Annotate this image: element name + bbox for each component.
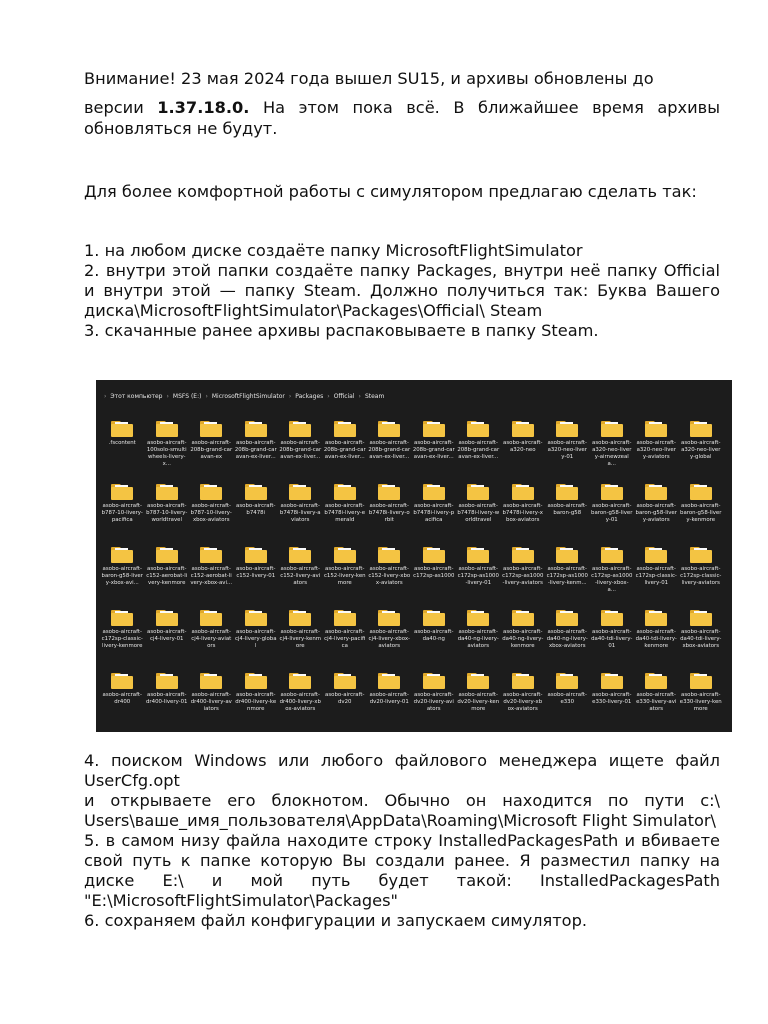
- folder-name: asobo-aircraft-da40-ng: [414, 629, 454, 642]
- folder-name: asobo-aircraft-cj4-livery-global: [234, 629, 277, 649]
- folder-icon: [156, 484, 178, 500]
- step-4-path: и открываете его блокнотом. Обычно он находится по пути c:\ Users\ваше_имя_пользователя\AppData\Roaming\Microsoft Flight Simulator\: [84, 791, 720, 830]
- folder-name: asobo-aircraft-c172sp-as1000-livery-aviators: [502, 566, 544, 586]
- folder-name: asobo-aircraft-dv20: [325, 692, 365, 705]
- folder-item[interactable]: [234, 668, 279, 731]
- folder-icon: [334, 673, 356, 689]
- folder-item[interactable]: [234, 479, 279, 542]
- step-5: 5. в самом низу файла находите строку InstalledPackagesPath и вбиваете свой путь к папке которую Вы создали ранее. Я разместил папку на диске E:\ и мой путь будет такой: InstalledPackagesPath "E:\MicrosoftFlightSimulator\Packages": [84, 831, 720, 910]
- folder-name: asobo-aircraft-c172sp-as1000-livery-kenm...: [546, 566, 588, 586]
- folder-icon: [556, 547, 578, 563]
- step-1: 1. на любом диске создаёте папку MicrosoftFlightSimulator: [84, 241, 583, 260]
- folder-item[interactable]: [278, 479, 323, 542]
- folder-name: asobo-aircraft-b787-10-livery-pacifica: [101, 503, 143, 523]
- folder-item[interactable]: [679, 542, 724, 605]
- folder-item[interactable]: [679, 479, 724, 542]
- folder-icon: [601, 547, 623, 563]
- folder-icon: [601, 421, 623, 437]
- folder-icon: [467, 673, 489, 689]
- folder-item[interactable]: [590, 416, 635, 479]
- folder-name: asobo-aircraft-e330-livery-01: [592, 692, 632, 705]
- folder-item[interactable]: [679, 668, 724, 731]
- chevron-right-icon: ›: [104, 392, 107, 400]
- folder-name: asobo-aircraft-b7478i-livery-worldtravel: [457, 503, 500, 523]
- folder-icon: [334, 484, 356, 500]
- folder-icon: [512, 610, 534, 626]
- folder-icon: [423, 610, 445, 626]
- folder-icon: [156, 610, 178, 626]
- folder-icon: [200, 610, 222, 626]
- folder-name: asobo-aircraft-c172sp-as1000: [413, 566, 455, 579]
- folder-item[interactable]: [189, 416, 234, 479]
- folder-item[interactable]: [456, 668, 501, 731]
- folder-icon: [289, 610, 311, 626]
- folder-item[interactable]: [145, 416, 190, 479]
- step-3: 3. скачанные ранее архивы распаковываете в папку Steam.: [84, 321, 599, 340]
- folder-name: asobo-aircraft-e330-livery-aviators: [636, 692, 677, 712]
- folder-icon: [512, 484, 534, 500]
- folder-icon: [289, 421, 311, 437]
- folder-name: asobo-aircraft-208b-grand-caravan-ex-liver...: [412, 440, 455, 460]
- folder-name: asobo-aircraft-dv20-livery-aviators: [413, 692, 454, 712]
- folder-icon: [200, 673, 222, 689]
- folder-icon: [423, 421, 445, 437]
- folder-icon: [645, 421, 667, 437]
- folder-name: asobo-aircraft-e330: [547, 692, 587, 705]
- folder-item[interactable]: [367, 668, 412, 731]
- folder-item[interactable]: [278, 542, 323, 605]
- folder-item[interactable]: [456, 542, 501, 605]
- folder-item[interactable]: [278, 605, 323, 668]
- folder-icon: [200, 484, 222, 500]
- folder-item[interactable]: [456, 605, 501, 668]
- folder-item[interactable]: [501, 542, 546, 605]
- breadcrumb-item[interactable]: MicrosoftFlightSimulator: [211, 392, 285, 400]
- folder-icon: [690, 421, 712, 437]
- folder-icon: [289, 673, 311, 689]
- folder-icon: [423, 673, 445, 689]
- folder-icon: [289, 547, 311, 563]
- folder-item[interactable]: [367, 605, 412, 668]
- folder-icon: [512, 547, 534, 563]
- step-4: 4. поиском Windows или любого файлового менеджера ищете файл UserCfg.opt: [84, 751, 720, 790]
- folder-icon: [378, 673, 400, 689]
- folder-name: asobo-aircraft-da40-ng-livery-kenmore: [502, 629, 544, 649]
- folder-name: asobo-aircraft-c152-livery-01: [236, 566, 276, 579]
- chevron-right-icon: ›: [205, 392, 208, 400]
- folder-item[interactable]: [590, 479, 635, 542]
- folder-item[interactable]: [634, 542, 679, 605]
- folder-item[interactable]: [412, 542, 457, 605]
- chevron-right-icon: ›: [358, 392, 361, 400]
- folder-name: asobo-aircraft-dv20-livery-kenmore: [457, 692, 500, 712]
- folder-name: asobo-aircraft-208b-grand-caravan-ex-liver...: [234, 440, 277, 460]
- folder-icon: [245, 421, 267, 437]
- folder-icon: [378, 484, 400, 500]
- folder-icon: [245, 673, 267, 689]
- folder-icon: [512, 673, 534, 689]
- folder-icon: [156, 547, 178, 563]
- folder-item[interactable]: [412, 479, 457, 542]
- folder-item[interactable]: [367, 542, 412, 605]
- folder-name: asobo-aircraft-cj4-livery-xbox-aviators: [368, 629, 410, 649]
- version-suffix: На этом пока всё. В ближайшее время архивы обновляться не будут.: [84, 98, 720, 138]
- folder-icon: [423, 484, 445, 500]
- folder-name: asobo-aircraft-baron-g58: [547, 503, 587, 516]
- folder-name: asobo-aircraft-208b-grand-caravan-ex-liver...: [457, 440, 500, 460]
- folder-name: asobo-aircraft-da40-tdi-livery-xbox-aviators: [680, 629, 722, 649]
- folder-item[interactable]: [278, 416, 323, 479]
- folder-item[interactable]: [100, 605, 145, 668]
- folder-icon: [334, 547, 356, 563]
- version-number: 1.37.18.0.: [157, 98, 250, 117]
- folder-item[interactable]: [323, 605, 368, 668]
- folder-icon: [601, 610, 623, 626]
- chevron-right-icon: ›: [288, 392, 292, 400]
- folder-item[interactable]: [145, 479, 190, 542]
- folder-item[interactable]: [189, 605, 234, 668]
- folder-item[interactable]: [234, 605, 279, 668]
- folder-icon: [467, 610, 489, 626]
- folder-item[interactable]: [545, 668, 590, 731]
- folder-item[interactable]: [278, 668, 323, 731]
- folder-icon: [601, 673, 623, 689]
- folder-name: asobo-aircraft-b7478i-livery-orbit: [368, 503, 410, 523]
- folder-item[interactable]: [100, 731, 145, 732]
- folder-icon: [245, 610, 267, 626]
- folder-name: asobo-aircraft-a320-neo-livery-airnewzeala...: [592, 440, 632, 467]
- folder-icon: [645, 484, 667, 500]
- folder-name: asobo-aircraft-a320-neo: [503, 440, 543, 453]
- folder-name: asobo-aircraft-baron-g58-livery-01: [591, 503, 633, 523]
- folder-icon: [467, 421, 489, 437]
- folder-name: asobo-aircraft-208b-grand-caravan-ex: [190, 440, 233, 460]
- folder-name: asobo-aircraft-cj4-livery-01: [147, 629, 187, 642]
- update-notice: [84, 68, 720, 139]
- folder-item[interactable]: [634, 605, 679, 668]
- folder-item[interactable]: [323, 416, 368, 479]
- folder-name: asobo-aircraft-dr400: [102, 692, 142, 705]
- folder-name: .fscontent: [108, 440, 136, 446]
- folder-item[interactable]: [634, 416, 679, 479]
- folder-icon: [467, 547, 489, 563]
- folder-name: asobo-aircraft-208b-grand-caravan-ex-liver...: [323, 440, 366, 460]
- folder-item[interactable]: [679, 605, 724, 668]
- folder-name: asobo-aircraft-cj4-livery-kenmore: [279, 629, 321, 649]
- folder-name: asobo-aircraft-b7478i-livery-pacifica: [413, 503, 455, 523]
- steps-bottom: [84, 751, 720, 931]
- folder-name: asobo-aircraft-e330-livery-kenmore: [679, 692, 722, 712]
- folder-icon: [111, 547, 133, 563]
- folder-name: asobo-aircraft-baron-g58-livery-xbox-avi...: [101, 566, 143, 586]
- folder-name: asobo-aircraft-a320-neo-livery-global: [681, 440, 721, 460]
- folder-icon: [645, 547, 667, 563]
- folder-name: asobo-aircraft-c172sp-as1000-livery-xbox-a...: [591, 566, 633, 593]
- folder-icon: [645, 673, 667, 689]
- folder-icon: [423, 547, 445, 563]
- folder-icon: [690, 484, 712, 500]
- folder-name: asobo-aircraft-c152-aerobat-livery-xbox-avi...: [190, 566, 233, 586]
- folder-name: asobo-aircraft-208b-grand-caravan-ex-liver...: [368, 440, 411, 460]
- folder-name: asobo-aircraft-b7478i-livery-emerald: [324, 503, 366, 523]
- folder-icon: [111, 484, 133, 500]
- folder-name: asobo-aircraft-baron-g58-livery-kenmore: [680, 503, 722, 523]
- folder-icon: [245, 484, 267, 500]
- folder-icon: [556, 673, 578, 689]
- folder-name: asobo-aircraft-c152-aerobat-livery-kenmore: [146, 566, 188, 586]
- version-prefix: версии: [84, 98, 158, 117]
- folder-name: asobo-aircraft-da40-tdi-livery-kenmore: [635, 629, 677, 649]
- folder-name: asobo-aircraft-a320-neo-livery-01: [547, 440, 587, 460]
- folder-item[interactable]: [501, 479, 546, 542]
- folder-item[interactable]: [234, 542, 279, 605]
- folder-icon: [556, 484, 578, 500]
- folder-icon: [111, 673, 133, 689]
- folder-item[interactable]: [323, 668, 368, 731]
- folder-name: asobo-aircraft-cj4-livery-aviators: [191, 629, 232, 649]
- folder-item[interactable]: [545, 542, 590, 605]
- folder-name: asobo-aircraft-dr400-livery-xbox-aviators: [279, 692, 321, 712]
- folder-icon: [690, 610, 712, 626]
- folder-name: asobo-aircraft-dv20-livery-xbox-aviators: [503, 692, 543, 712]
- folder-name: asobo-aircraft-c152-livery-xbox-aviators: [368, 566, 411, 586]
- folder-icon: [645, 610, 667, 626]
- intro-paragraph: [84, 182, 720, 202]
- folder-name: asobo-aircraft-dr400-livery-aviators: [190, 692, 232, 712]
- folder-name: asobo-aircraft-c172sp-classic-livery-aviators: [680, 566, 722, 586]
- folder-name: asobo-aircraft-da40-ng-livery-xbox-aviators: [546, 629, 588, 649]
- folder-icon: [378, 610, 400, 626]
- folder-name: asobo-aircraft-b787-10-livery-worldtravel: [146, 503, 188, 523]
- folder-name: asobo-aircraft-a320-neo-livery-aviators: [636, 440, 676, 460]
- folder-item[interactable]: [412, 605, 457, 668]
- folder-name: asobo-aircraft-c172sp-as1000-livery-01: [457, 566, 499, 586]
- folder-name: asobo-aircraft-dv20-livery-01: [369, 692, 409, 705]
- notice-line-1: Внимание! 23 мая 2024 года вышел SU15, и архивы обновлены до: [84, 69, 654, 88]
- folder-grid: [96, 412, 732, 732]
- folder-item[interactable]: [100, 479, 145, 542]
- folder-name: asobo-aircraft-c172sp-classic-livery-01: [635, 566, 677, 586]
- folder-icon: [601, 484, 623, 500]
- folder-name: asobo-aircraft-dr400-livery-kenmore: [235, 692, 277, 712]
- folder-item[interactable]: [634, 668, 679, 731]
- folder-item[interactable]: [590, 668, 635, 731]
- folder-item[interactable]: [145, 542, 190, 605]
- folder-icon: [245, 547, 267, 563]
- file-explorer-screenshot: [96, 380, 732, 732]
- folder-icon: [378, 547, 400, 563]
- folder-item[interactable]: [189, 479, 234, 542]
- folder-icon: [111, 610, 133, 626]
- folder-item[interactable]: [100, 542, 145, 605]
- folder-item[interactable]: [412, 668, 457, 731]
- notice-line-2: [84, 97, 720, 139]
- folder-name: asobo-aircraft-b7478i: [236, 503, 276, 516]
- folder-item[interactable]: [501, 668, 546, 731]
- folder-item[interactable]: [145, 668, 190, 731]
- folder-icon: [556, 421, 578, 437]
- folder-item[interactable]: [590, 605, 635, 668]
- folder-name: asobo-aircraft-c152-livery-kenmore: [323, 566, 366, 586]
- step-6: 6. сохраняем файл конфигурации и запускаем симулятор.: [84, 911, 588, 930]
- folder-name: asobo-aircraft-c152-livery-aviators: [280, 566, 321, 586]
- breadcrumb-item[interactable]: Этот компьютер: [110, 392, 163, 400]
- intro-text: Для более комфортной работы с симулятором предлагаю сделать так:: [84, 182, 697, 201]
- folder-icon: [690, 547, 712, 563]
- folder-icon: [156, 421, 178, 437]
- folder-icon: [156, 673, 178, 689]
- folder-item[interactable]: [323, 542, 368, 605]
- folder-item[interactable]: [456, 479, 501, 542]
- folder-icon: [467, 484, 489, 500]
- folder-item[interactable]: [679, 416, 724, 479]
- folder-icon: [512, 421, 534, 437]
- folder-item[interactable]: [100, 668, 145, 731]
- steps-top: [84, 241, 720, 341]
- folder-name: asobo-aircraft-b7478i-livery-xbox-aviators: [502, 503, 544, 523]
- folder-icon: [690, 673, 712, 689]
- folder-item[interactable]: [189, 668, 234, 731]
- folder-icon: [556, 610, 578, 626]
- folder-name: asobo-aircraft-b787-10-livery-xbox-aviators: [190, 503, 232, 523]
- folder-item[interactable]: [367, 416, 412, 479]
- folder-item[interactable]: [145, 605, 190, 668]
- breadcrumb: [96, 380, 732, 412]
- folder-item[interactable]: [367, 479, 412, 542]
- folder-name: asobo-aircraft-dr400-livery-01: [146, 692, 188, 705]
- folder-item[interactable]: [634, 479, 679, 542]
- folder-name: asobo-aircraft-208b-grand-caravan-ex-liver...: [279, 440, 322, 460]
- folder-icon: [200, 547, 222, 563]
- breadcrumb-item[interactable]: Steam: [364, 392, 385, 400]
- folder-icon: [200, 421, 222, 437]
- folder-icon: [334, 421, 356, 437]
- folder-name: asobo-aircraft-da40-tdi-livery-01: [591, 629, 633, 649]
- breadcrumb-item[interactable]: Official: [333, 392, 355, 400]
- folder-item[interactable]: [456, 416, 501, 479]
- folder-name: asobo-aircraft-cj4-livery-pacifica: [324, 629, 366, 649]
- folder-icon: [334, 610, 356, 626]
- folder-item[interactable]: [545, 479, 590, 542]
- folder-icon: [111, 421, 133, 437]
- folder-item[interactable]: [501, 605, 546, 668]
- folder-name: asobo-aircraft-baron-g58-livery-aviators: [635, 503, 677, 523]
- folder-item[interactable]: [545, 416, 590, 479]
- folder-item[interactable]: [590, 542, 635, 605]
- folder-icon: [378, 421, 400, 437]
- folder-item[interactable]: [100, 416, 145, 479]
- folder-item[interactable]: [501, 416, 546, 479]
- step-2: 2. внутри этой папки создаёте папку Packages, внутри неё папку Official и внутри этой — папку Steam. Должно получиться так: Буква Вашего диска\MicrosoftFlightSimulator\Packages\Official\ Steam: [84, 261, 720, 320]
- folder-icon: [289, 484, 311, 500]
- chevron-right-icon: ›: [166, 392, 169, 400]
- folder-item[interactable]: [412, 416, 457, 479]
- breadcrumb-item[interactable]: MSFS (E:): [172, 392, 202, 400]
- chevron-right-icon: ›: [327, 392, 330, 400]
- folder-name: asobo-aircraft-b7478i-livery-aviators: [279, 503, 321, 523]
- breadcrumb-item[interactable]: Packages: [295, 392, 324, 400]
- folder-item[interactable]: [234, 416, 279, 479]
- folder-item[interactable]: [545, 605, 590, 668]
- folder-item[interactable]: [189, 542, 234, 605]
- folder-name: asobo-aircraft-c172sp-classic-livery-kenmore: [101, 629, 143, 649]
- folder-item[interactable]: [323, 479, 368, 542]
- folder-name: asobo-aircraft-da40-ng-livery-aviators: [457, 629, 499, 649]
- folder-name: asobo-aircraft-100solo-smultiwheels-livery-x...: [146, 440, 187, 467]
